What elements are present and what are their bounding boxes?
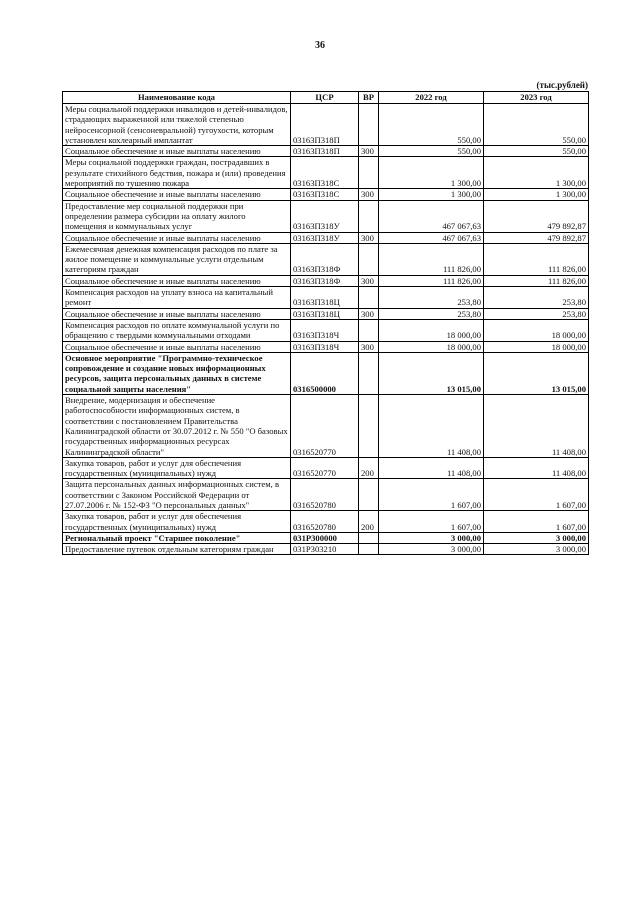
row-csr: 03163П318Ч bbox=[291, 341, 359, 352]
row-2022: 18 000,00 bbox=[379, 341, 484, 352]
row-name: Защита персональных данных информационных систем, в соответствии с Законом Российской Федерации от 27.07.2006 г. № 152-ФЗ "О персональных данных" bbox=[63, 479, 291, 511]
row-csr: 03163П318Ф bbox=[291, 275, 359, 286]
row-csr: 03163П318Ц bbox=[291, 287, 359, 309]
row-2022: 1 300,00 bbox=[379, 189, 484, 200]
row-csr: 03163П318П bbox=[291, 146, 359, 157]
row-vr bbox=[359, 395, 379, 458]
row-name: Социальное обеспечение и иные выплаты населению bbox=[63, 189, 291, 200]
table-row bbox=[63, 189, 589, 200]
row-csr: 03163П318Ч bbox=[291, 319, 359, 341]
row-2022: 550,00 bbox=[379, 146, 484, 157]
row-name: Меры социальной поддержки инвалидов и детей-инвалидов, страдающих выраженной или тяжелой степенью нейросенсорной (сенсоневральной) тугоухости, которым установлен кохлеарный имплантат bbox=[63, 104, 291, 146]
row-csr: 03163П318У bbox=[291, 200, 359, 232]
header-name: Наименование кода bbox=[63, 92, 291, 104]
table-row bbox=[63, 479, 589, 511]
row-2023: 11 408,00 bbox=[484, 457, 589, 479]
row-name: Социальное обеспечение и иные выплаты населению bbox=[63, 341, 291, 352]
row-2023: 479 892,87 bbox=[484, 200, 589, 232]
row-name: Социальное обеспечение и иные выплаты населению bbox=[63, 146, 291, 157]
table-body bbox=[63, 104, 589, 555]
table-row bbox=[63, 200, 589, 232]
table-row bbox=[63, 511, 589, 533]
row-vr: 300 bbox=[359, 308, 379, 319]
row-2022: 13 015,00 bbox=[379, 352, 484, 394]
row-2023: 11 408,00 bbox=[484, 395, 589, 458]
table-row bbox=[63, 308, 589, 319]
row-vr bbox=[359, 479, 379, 511]
row-name: Предоставление мер социальной поддержки при определении размера субсидии на оплату жилого помещения и коммунальных услуг bbox=[63, 200, 291, 232]
row-vr bbox=[359, 319, 379, 341]
row-csr: 0316520780 bbox=[291, 479, 359, 511]
row-2023: 3 000,00 bbox=[484, 544, 589, 555]
row-csr: 031Р300000 bbox=[291, 532, 359, 543]
table-row bbox=[63, 146, 589, 157]
row-2022: 467 067,63 bbox=[379, 232, 484, 243]
row-name: Социальное обеспечение и иные выплаты населению bbox=[63, 275, 291, 286]
row-name: Компенсация расходов на уплату взноса на капитальный ремонт bbox=[63, 287, 291, 309]
row-2023: 1 300,00 bbox=[484, 189, 589, 200]
row-name: Социальное обеспечение и иные выплаты населению bbox=[63, 232, 291, 243]
row-vr: 300 bbox=[359, 341, 379, 352]
row-2023: 1 607,00 bbox=[484, 479, 589, 511]
header-2022: 2022 год bbox=[379, 92, 484, 104]
row-name: Социальное обеспечение и иные выплаты населению bbox=[63, 308, 291, 319]
row-csr: 0316520770 bbox=[291, 395, 359, 458]
row-2023: 18 000,00 bbox=[484, 319, 589, 341]
row-csr: 031Р303210 bbox=[291, 544, 359, 555]
page-number: 36 bbox=[315, 40, 325, 51]
row-2023: 479 892,87 bbox=[484, 232, 589, 243]
units-label: (тыс.рублей) bbox=[536, 80, 588, 90]
table-row bbox=[63, 341, 589, 352]
row-vr bbox=[359, 243, 379, 275]
row-csr: 0316520770 bbox=[291, 457, 359, 479]
table-row bbox=[63, 157, 589, 189]
row-vr: 200 bbox=[359, 457, 379, 479]
row-2023: 111 826,00 bbox=[484, 243, 589, 275]
row-vr bbox=[359, 157, 379, 189]
row-2022: 253,80 bbox=[379, 287, 484, 309]
row-2023: 13 015,00 bbox=[484, 352, 589, 394]
row-2022: 11 408,00 bbox=[379, 395, 484, 458]
row-name: Основное мероприятие "Программно-техническое сопровождение и создание новых информационных ресурсов, защита персональных данных в системе социальной защиты населения" bbox=[63, 352, 291, 394]
row-vr: 300 bbox=[359, 232, 379, 243]
row-csr: 03163П318С bbox=[291, 157, 359, 189]
row-csr: 03163П318У bbox=[291, 232, 359, 243]
row-vr: 300 bbox=[359, 146, 379, 157]
row-2022: 111 826,00 bbox=[379, 243, 484, 275]
row-2023: 18 000,00 bbox=[484, 341, 589, 352]
row-name: Закупка товаров, работ и услуг для обеспечения государственных (муниципальных) нужд bbox=[63, 457, 291, 479]
row-2023: 550,00 bbox=[484, 146, 589, 157]
row-vr: 300 bbox=[359, 189, 379, 200]
row-2022: 467 067,63 bbox=[379, 200, 484, 232]
row-2022: 1 607,00 bbox=[379, 511, 484, 533]
row-name: Меры социальной поддержки граждан, пострадавших в результате стихийного бедствия, пожара и (или) проведения мероприятий по тушению пожара bbox=[63, 157, 291, 189]
row-csr: 03163П318Ф bbox=[291, 243, 359, 275]
row-name: Ежемесячная денежная компенсация расходов по плате за жилое помещение и коммунальные услуги отдельным категориям граждан bbox=[63, 243, 291, 275]
row-csr: 03163П318С bbox=[291, 189, 359, 200]
row-vr bbox=[359, 104, 379, 146]
table-row bbox=[63, 232, 589, 243]
row-csr: 03163П318Ц bbox=[291, 308, 359, 319]
row-csr: 0316500000 bbox=[291, 352, 359, 394]
table-row bbox=[63, 104, 589, 146]
table-row bbox=[63, 243, 589, 275]
table-row bbox=[63, 544, 589, 555]
table-header-row bbox=[63, 92, 589, 104]
row-2023: 1 300,00 bbox=[484, 157, 589, 189]
row-2023: 253,80 bbox=[484, 308, 589, 319]
row-2023: 3 000,00 bbox=[484, 532, 589, 543]
row-name: Региональный проект "Старшее поколение" bbox=[63, 532, 291, 543]
row-2022: 1 300,00 bbox=[379, 157, 484, 189]
row-2022: 18 000,00 bbox=[379, 319, 484, 341]
row-2023: 253,80 bbox=[484, 287, 589, 309]
row-vr bbox=[359, 200, 379, 232]
table-row bbox=[63, 352, 589, 394]
table-row bbox=[63, 319, 589, 341]
row-name: Компенсация расходов по оплате коммунальной услуги по обращению с твердыми коммунальными отходами bbox=[63, 319, 291, 341]
row-csr: 0316520780 bbox=[291, 511, 359, 533]
budget-table bbox=[62, 91, 589, 555]
header-csr: ЦСР bbox=[291, 92, 359, 104]
header-vr: ВР bbox=[359, 92, 379, 104]
table-row bbox=[63, 532, 589, 543]
row-vr bbox=[359, 532, 379, 543]
row-2022: 1 607,00 bbox=[379, 479, 484, 511]
table-row bbox=[63, 275, 589, 286]
row-vr: 200 bbox=[359, 511, 379, 533]
row-name: Предоставление путевок отдельным категориям граждан bbox=[63, 544, 291, 555]
row-2023: 1 607,00 bbox=[484, 511, 589, 533]
row-vr bbox=[359, 287, 379, 309]
row-name: Закупка товаров, работ и услуг для обеспечения государственных (муниципальных) нужд bbox=[63, 511, 291, 533]
row-2022: 11 408,00 bbox=[379, 457, 484, 479]
table-row bbox=[63, 395, 589, 458]
table-row bbox=[63, 457, 589, 479]
row-csr: 03163П318П bbox=[291, 104, 359, 146]
row-2023: 111 826,00 bbox=[484, 275, 589, 286]
row-2022: 550,00 bbox=[379, 104, 484, 146]
row-2022: 3 000,00 bbox=[379, 544, 484, 555]
row-2023: 550,00 bbox=[484, 104, 589, 146]
row-vr bbox=[359, 544, 379, 555]
row-2022: 3 000,00 bbox=[379, 532, 484, 543]
table-row bbox=[63, 287, 589, 309]
row-vr bbox=[359, 352, 379, 394]
row-vr: 300 bbox=[359, 275, 379, 286]
header-2023: 2023 год bbox=[484, 92, 589, 104]
row-2022: 253,80 bbox=[379, 308, 484, 319]
row-2022: 111 826,00 bbox=[379, 275, 484, 286]
row-name: Внедрение, модернизация и обеспечение работоспособности информационных систем, в соответствии с постановлением Правительства Калининградской области от 30.07.2012 г. № 550 "О базовых государственных информационных ресурсах Калининградской области" bbox=[63, 395, 291, 458]
